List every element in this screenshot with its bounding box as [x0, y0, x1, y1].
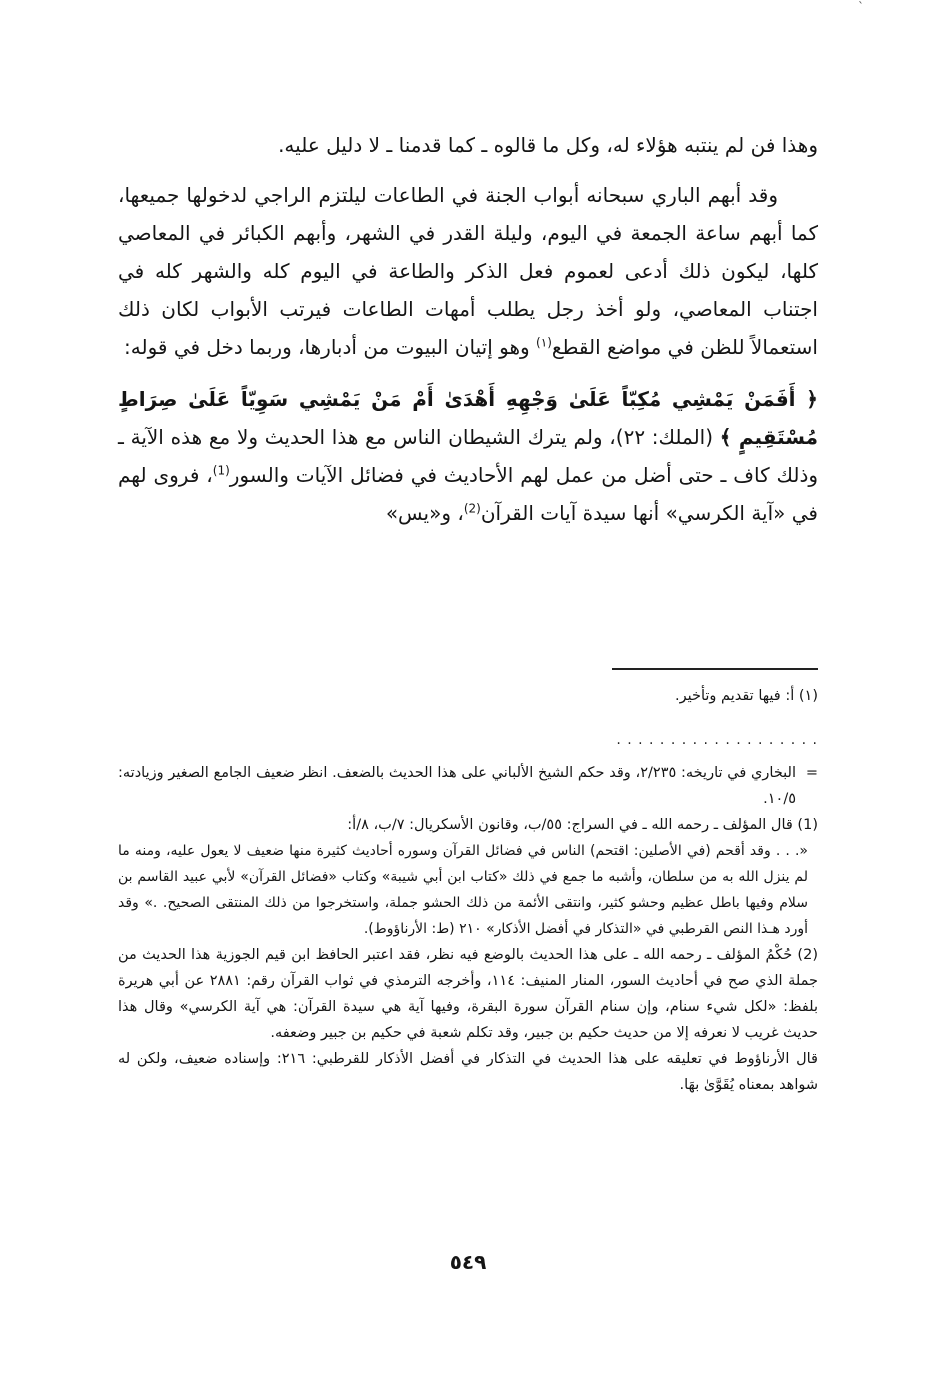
quran-open-bracket: ﴿	[806, 387, 818, 411]
footnote-1: (١) أ: فيها تقديم وتأخير.	[675, 688, 818, 704]
after-quran-text-1: (الملك: ٢٢)، ولم يترك الشيطان الناس مع هذا الحديث ولا مع هذه الآية ـ وذلك كاف ـ حتى أضل من عمل لهم الأحاديث في فضائل الآيات والسور	[118, 425, 819, 487]
continuation-text: البخاري في تاريخه: ٢/٢٣٥، وقد حكم الشيخ الألباني على هذا الحديث بالضعف. انظر ضعيف الجامع الصغير وزيادته: ١٠/٥.	[118, 765, 796, 807]
paragraph-2	[118, 176, 818, 366]
corner-mark: `	[858, 0, 864, 14]
page-number: ٥٤٩	[449, 1250, 487, 1274]
quran-close-bracket: ﴾	[719, 425, 732, 449]
paragraph-2-end: وهو إتيان البيوت من أدبارها، وربما دخل في قوله:	[124, 335, 537, 359]
footnote-ref-a[interactable]: (1)	[212, 463, 230, 478]
after-quran-text-3: ، و«يس»	[385, 501, 464, 525]
continuation-mark: =	[805, 765, 818, 781]
dotted-divider: . . . . . . . . . . . . . . . . . . .	[616, 732, 818, 748]
main-text	[118, 126, 818, 532]
footnote-2-more: قال الأرناؤوط في تعليقه على هذا الحديث في التذكار في أفضل الأذكار للقرطبي: ٢١٦: وإسناده ضعيف، ولكن له شواهد بمعناه يُقَوَّىٰ بهَا.	[118, 1051, 818, 1093]
footnote-ref-1[interactable]: (١)	[536, 335, 552, 350]
footnote-ref-b[interactable]: (2)	[463, 501, 481, 516]
footnote-separator	[612, 668, 818, 670]
paragraph-2-text: وقد أبهم الباري سبحانه أبواب الجنة في الطاعات ليلتزم الراجي لدخولها جميعها، كما أبهم ساعة الجمعة في اليوم، وليلة القدر في الشهر، وأبهم الكبائر في المعاصي كلها، ليكون ذلك أدعى لعموم فعل الذكر والطاعة في اليوم كله والشهر كله في اجتناب المعاصي، ولو أخذ رجل يطلب أمهات الطاعات فيرتب الأبواب لكان ذلك استعمالاً للظن في مواضع القطع	[118, 183, 818, 359]
after-quran-text-2: ، فروى لهم في «آية الكرسي» أنها سيدة آيات القرآن	[118, 463, 818, 525]
footnote-continuation	[118, 760, 818, 812]
quran-verse: أَفَمَنْ يَمْشِي مُكِبّاً عَلَىٰ وَجْهِهِ أَهْدَىٰ أَمْ مَنْ يَمْشِي سَوِيّاً عَلَىٰ صِرَاطٍ مُسْتَقِيمٍ	[118, 387, 819, 449]
footnote-1-quote: «. . . وقد أقحم (في الأصلين: اقتحم) الناس في فضائل القرآن وسوره أحاديث كثيرة منها ضعيف لا يعول عليه، ومنه ما لم ينزل الله به من سلطان، وأشبه ما جمع في ذلك «كتاب ابن أبي شيبة» وكتاب «فضائل القرآن» لأبي عبيد القاسم بن سلام وفيها باطل عظيم وحشو كثير، وانتقى الأئمة من ذلك الحشو جملة، واستخرجوا من ذلك المنتقى الصحيح. .» وقد أورد هـذا النص القرطبي في «التذكار في أفضل الأذكار» ٢١٠ (ط: الأرناؤوط).	[118, 843, 808, 937]
footnotes-section	[118, 760, 818, 1098]
paragraph-1: وهذا فن لم ينتبه هؤلاء له، وكل ما قالوه ـ كما قدمنا ـ لا دليل عليه.	[278, 133, 818, 157]
quran-paragraph	[118, 380, 818, 532]
footnote-2: (2) حُكْمُ المؤلف ـ رحمه الله ـ على هذا الحديث بالوضع فيه نظر، فقد اعتبر الحافظ ابن قيم الجوزية هذا الحديث من جملة الذي صح في أحاديث السور، المنار المنيف: ١١٤، وأخرجه الترمذي في ثواب القرآن رقم: ٢٨٨١ عن أبي هريرة بلفظ: «لكل شيء سنام، وإن سنام القرآن سورة البقرة، وفيها آية هي سيدة القرآن: هي آية الكرسي» وقال هذا حديث غريب لا نعرفه إلا من حديث حكيم بن جبير، وقد تكلم شعبة في حكيم بن جبير وضعفه.	[118, 947, 818, 1041]
footnote-1-head: (1) قال المؤلف ـ رحمه الله ـ في السراج: ٥٥/ب، وقانون الأسكريال: ٧/ب، ٨/أ:	[347, 817, 818, 833]
